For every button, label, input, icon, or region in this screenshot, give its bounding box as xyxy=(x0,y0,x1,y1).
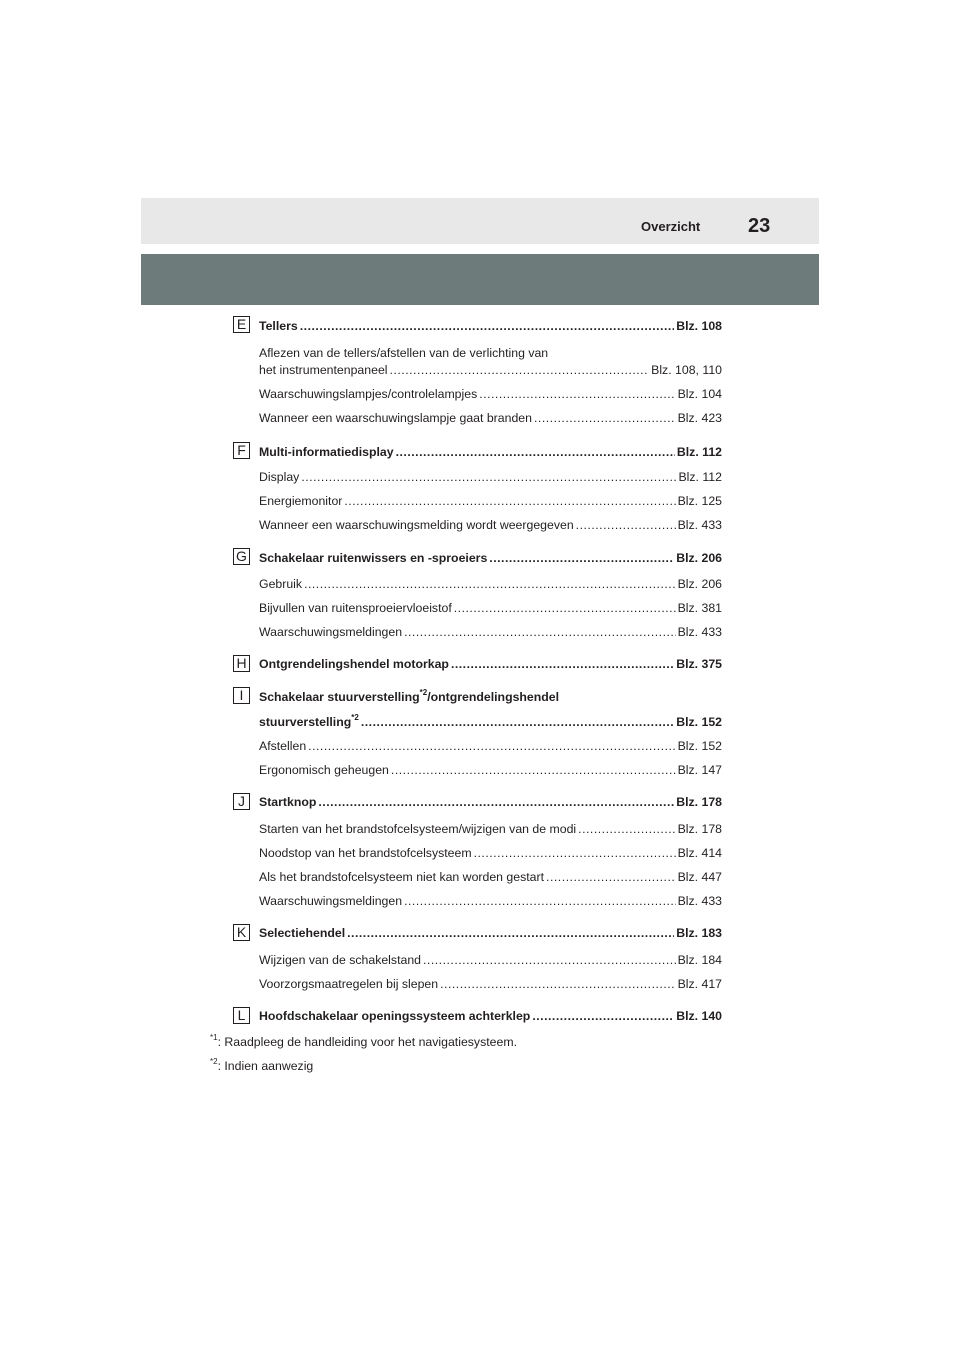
toc-heading-text: Hoofdschakelaar openingssysteem achterklep xyxy=(259,1009,531,1023)
section-letter-f: F xyxy=(233,442,250,459)
toc-page-ref: Blz. 417 xyxy=(677,977,722,991)
toc-page-ref: Blz. 183 xyxy=(676,926,722,940)
toc-entry-text: Wijzigen van de schakelstand xyxy=(259,953,421,967)
toc-page-ref: Blz. 178 xyxy=(676,795,722,809)
toc-entry[interactable] xyxy=(259,762,722,778)
toc-entry-text: Waarschuwingsmeldingen xyxy=(259,894,403,908)
toc-entry[interactable] xyxy=(259,845,722,861)
toc-entry[interactable] xyxy=(259,869,722,885)
toc-heading-stuurverstelling[interactable] xyxy=(259,714,722,730)
toc-entry-text: Wanneer een waarschuwingslampje gaat branden xyxy=(259,411,532,425)
page-number: 23 xyxy=(748,215,771,237)
toc-entry[interactable] xyxy=(259,600,722,616)
toc-page-ref: Blz. 112 xyxy=(676,445,722,459)
toc-page-ref: Blz. 206 xyxy=(676,551,722,565)
section-letter-i: I xyxy=(233,687,250,704)
toc-page-ref: Blz. 108, 110 xyxy=(651,363,722,377)
toc-heading-text: stuurverstelling xyxy=(259,715,352,729)
toc-page-ref: Blz. 104 xyxy=(677,387,722,401)
toc-entry-text: Waarschuwingsmeldingen xyxy=(259,625,403,639)
toc-entry-text: Noodstop van het brandstofcelsysteem xyxy=(259,846,472,860)
toc-entry-text: Ergonomisch geheugen xyxy=(259,763,389,777)
section-title: Overzicht xyxy=(641,219,701,234)
toc-entry[interactable] xyxy=(259,738,722,754)
toc-page-ref: Blz. 184 xyxy=(677,953,722,967)
toc-entry[interactable] xyxy=(259,893,722,909)
toc-entry-text-line1: Aflezen van de tellers/afstellen van de verlichting van xyxy=(259,346,549,360)
footnote-2 xyxy=(210,1058,313,1074)
toc-entry-text: Gebruik xyxy=(259,577,303,591)
toc-page-ref: Blz. 375 xyxy=(676,657,722,671)
toc-heading-tellers[interactable] xyxy=(259,318,722,334)
footnote-1 xyxy=(210,1034,517,1050)
toc-heading-text: Selectiehendel xyxy=(259,926,346,940)
toc-heading-multi-informatiedisplay[interactable] xyxy=(259,444,722,460)
footnote-mark: *2 xyxy=(210,1057,218,1066)
toc-entry[interactable] xyxy=(259,624,722,640)
toc-entry-text: Waarschuwingslampjes/controlelampjes xyxy=(259,387,478,401)
toc-entry-text: Energiemonitor xyxy=(259,494,343,508)
toc-page-ref: Blz. 414 xyxy=(677,846,722,860)
toc-heading-text: Ontgrendelingshendel motorkap xyxy=(259,657,449,671)
toc-entry-text: Wanneer een waarschuwingsmelding wordt weergegeven xyxy=(259,518,574,532)
toc-entry[interactable] xyxy=(259,517,722,533)
toc-page-ref: Blz. 178 xyxy=(677,822,722,836)
toc-page-ref: Blz. 206 xyxy=(677,577,722,591)
toc-entry[interactable] xyxy=(259,576,722,592)
toc-heading-line1 xyxy=(259,689,559,705)
toc-page-ref: Blz. 423 xyxy=(677,411,722,425)
section-letter-j: J xyxy=(233,793,250,810)
footnote-mark: *2 xyxy=(351,713,359,722)
toc-page-ref: Blz. 433 xyxy=(677,518,722,532)
toc-entry[interactable] xyxy=(259,821,722,837)
toc-heading-startknop[interactable] xyxy=(259,794,722,810)
toc-heading-text: /ontgrendelingshendel xyxy=(427,690,560,704)
toc-page-ref: Blz. 147 xyxy=(677,763,722,777)
footnote-mark: *2 xyxy=(419,688,428,697)
toc-entry-text: Bijvullen van ruitensproeiervloeistof xyxy=(259,601,452,615)
toc-page-ref: Blz. 125 xyxy=(677,494,722,508)
section-letter-l: L xyxy=(233,1007,250,1024)
toc-page-ref: Blz. 108 xyxy=(676,319,722,333)
toc-entry[interactable] xyxy=(259,493,722,509)
toc-page-ref: Blz. 447 xyxy=(677,870,722,884)
toc-heading-ruitenwissers[interactable] xyxy=(259,550,722,566)
toc-page-ref: Blz. 433 xyxy=(677,894,722,908)
toc-heading-selectiehendel[interactable] xyxy=(259,925,722,941)
footnote-text: : Indien aanwezig xyxy=(217,1059,314,1073)
toc-heading-text: Tellers xyxy=(259,319,298,333)
toc-page-ref: Blz. 152 xyxy=(676,715,722,729)
toc-heading-text: Startknop xyxy=(259,795,317,809)
footnote-text: : Raadpleeg de handleiding voor het navigatiesysteem. xyxy=(217,1035,517,1049)
toc-entry[interactable] xyxy=(259,469,722,485)
toc-entry[interactable] xyxy=(259,362,722,378)
toc-heading-text: Multi-informatiedisplay xyxy=(259,445,394,459)
section-letter-e: E xyxy=(233,316,250,333)
toc-entry-text: Display xyxy=(259,470,300,484)
footnote-mark: *1 xyxy=(210,1033,218,1042)
toc-entry-text: Starten van het brandstofcelsysteem/wijzigen van de modi xyxy=(259,822,577,836)
toc-page-ref: Blz. 140 xyxy=(676,1009,722,1023)
toc-page-ref: Blz. 152 xyxy=(677,739,722,753)
section-letter-k: K xyxy=(233,924,250,941)
toc-entry-text: Als het brandstofcelsysteem niet kan worden gestart xyxy=(259,870,545,884)
toc-entry[interactable] xyxy=(259,976,722,992)
toc-page-ref: Blz. 112 xyxy=(678,470,722,484)
toc-page-ref: Blz. 433 xyxy=(677,625,722,639)
toc-entry-text: Voorzorgsmaatregelen bij slepen xyxy=(259,977,439,991)
toc-entry-text: Afstellen xyxy=(259,739,307,753)
toc-heading-motorkap[interactable] xyxy=(259,656,722,672)
toc-entry-text: het instrumentenpaneel xyxy=(259,363,388,377)
toc-heading-text: Schakelaar ruitenwissers en -sproeiers xyxy=(259,551,488,565)
toc-page-ref: Blz. 381 xyxy=(677,601,722,615)
toc-entry[interactable] xyxy=(259,952,722,968)
section-letter-g: G xyxy=(233,548,250,565)
section-letter-h: H xyxy=(233,655,250,672)
toc-heading-achterklep[interactable] xyxy=(259,1008,722,1024)
toc-heading-text: Schakelaar stuurverstelling xyxy=(259,690,420,704)
toc-entry[interactable] xyxy=(259,410,722,426)
toc-entry[interactable] xyxy=(259,386,722,402)
